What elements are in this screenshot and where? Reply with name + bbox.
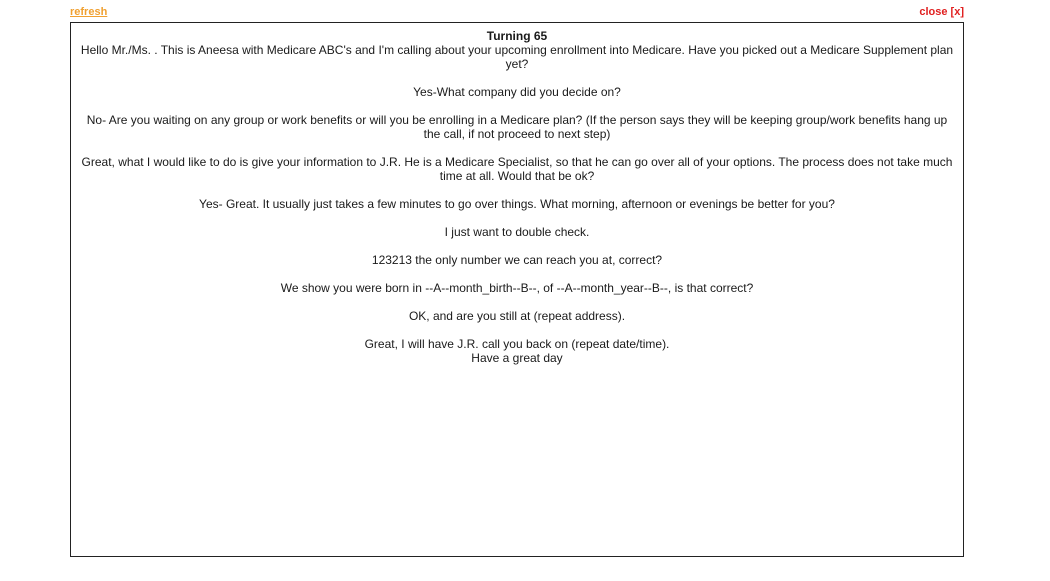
- script-address-confirm: OK, and are you still at (repeat address).: [408, 309, 626, 323]
- script-double-check: I just want to double check.: [444, 225, 590, 239]
- spacer: [77, 99, 957, 113]
- script-schedule-question: Yes- Great. It usually just takes a few minutes to go over things. What morning, afternoon or evenings be better for you?: [199, 197, 835, 211]
- script-phone-confirm: 123213 the only number we can reach you at, correct?: [371, 253, 663, 267]
- spacer: [77, 267, 957, 281]
- close-button[interactable]: close [x]: [919, 6, 964, 18]
- spacer: [77, 141, 957, 155]
- script-closing: Have a great day: [471, 351, 563, 365]
- spacer: [77, 71, 957, 85]
- spacer: [77, 239, 957, 253]
- top-toolbar: [70, 5, 964, 21]
- script-intro: Hello Mr./Ms. . This is Aneesa with Medicare ABC's and I'm calling about your upcoming enrollment into Medicare. Have you picked out a Medicare Supplement plan yet?: [80, 43, 954, 71]
- call-script-content: [71, 23, 963, 365]
- spacer: [77, 183, 957, 197]
- script-birth-confirm: We show you were born in --A--month_birth--B--, of --A--month_year--B--, is that correct?: [280, 281, 754, 295]
- script-title: Turning 65: [486, 29, 548, 43]
- script-yes-response: Yes-What company did you decide on?: [413, 85, 621, 99]
- refresh-link[interactable]: refresh: [70, 6, 108, 18]
- script-transfer-offer: Great, what I would like to do is give your information to J.R. He is a Medicare Specialist, so that he can go over all of your options. The process does not take much time at all. Would that be ok?: [81, 155, 953, 183]
- script-no-response: No- Are you waiting on any group or work benefits or will you be enrolling in a Medicare plan? (If the person says they will be keeping group/work benefits hang up the call, if not proceed to next step): [86, 113, 948, 141]
- call-script-panel: [70, 22, 964, 557]
- spacer: [77, 323, 957, 337]
- script-callback-confirm: Great, I will have J.R. call you back on (repeat date/time).: [364, 337, 670, 351]
- spacer: [77, 211, 957, 225]
- spacer: [77, 295, 957, 309]
